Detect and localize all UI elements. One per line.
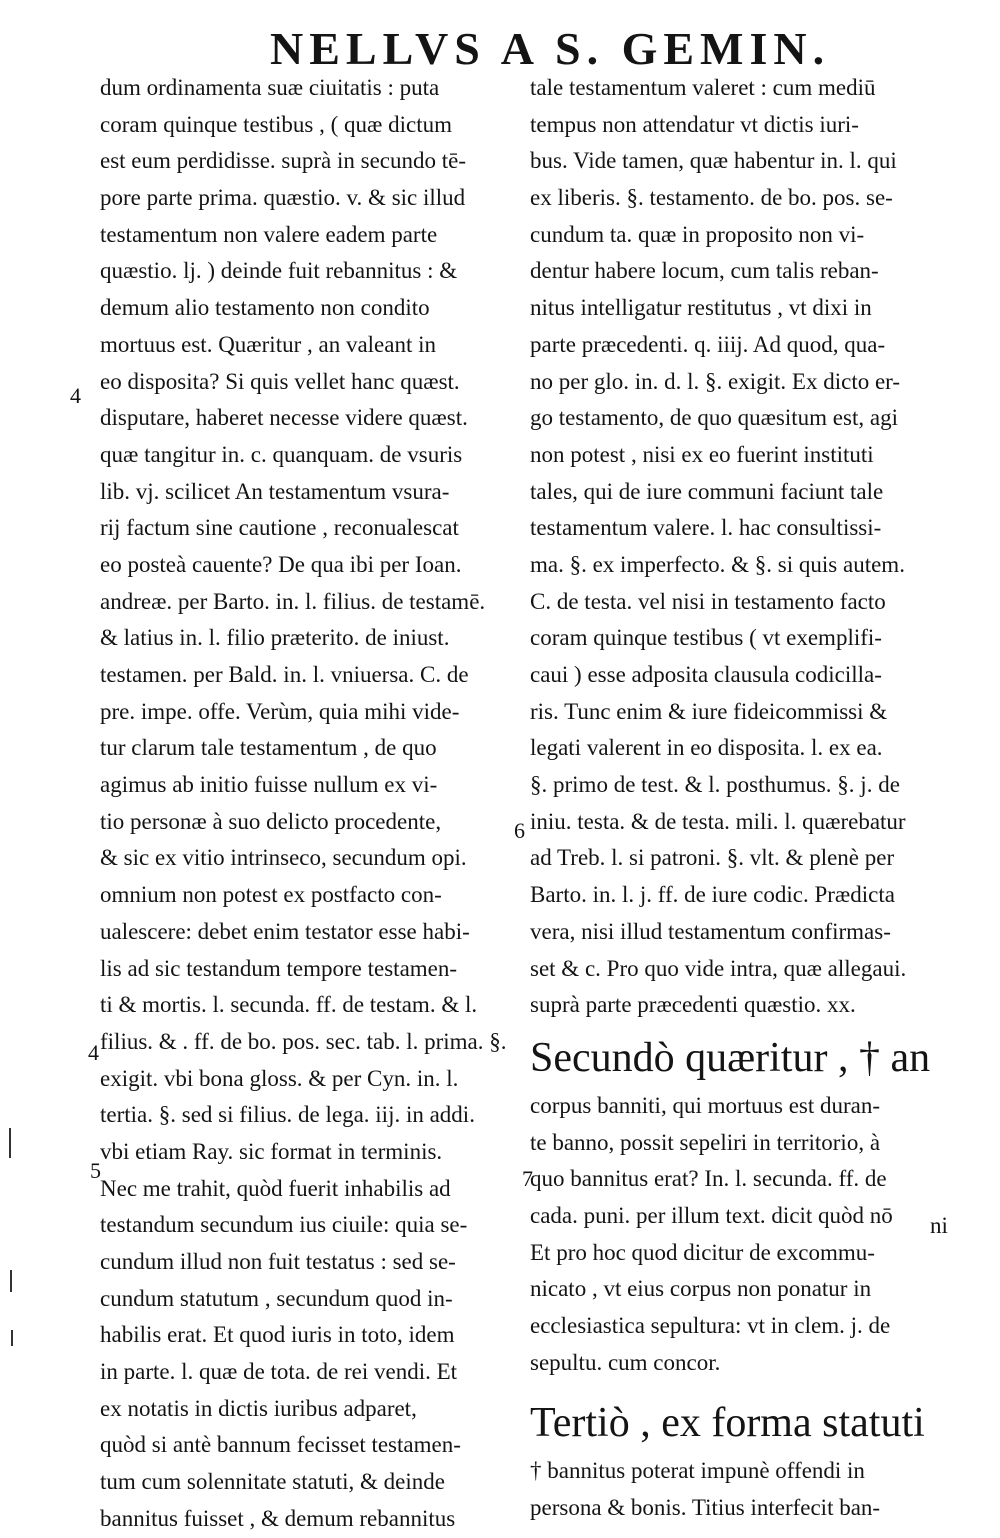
- left-text-line: cundum illud non fuit testatus : sed se-: [100, 1249, 456, 1274]
- right-text-line: go testamento, de quo quæsitum est, agi: [530, 405, 898, 431]
- catchword: ni: [930, 1213, 948, 1238]
- right-text-line: vera, nisi illud testamentum confirmas-: [530, 918, 891, 944]
- left-text-line: dum ordinamenta suæ ciuitatis : puta: [100, 75, 440, 100]
- left-text-line: demum alio testamento non condito: [100, 295, 430, 321]
- right-text-line: persona & bonis. Titius interfecit ban-: [530, 1495, 881, 1521]
- left-text-line: lis ad sic testandum tempore testamen-: [100, 955, 458, 981]
- left-text-line: eo disposita? Si quis vellet hanc quæst.: [100, 368, 460, 394]
- margin-number: 6: [514, 818, 525, 843]
- left-text-line: eo posteà cauente? De qua ibi per Ioan.: [100, 551, 462, 577]
- right-text-line: Barto. in. l. j. ff. de iure codic. Prædicta: [530, 882, 895, 908]
- left-text-line: vbi etiam Ray. sic format in terminis.: [100, 1138, 443, 1164]
- right-text-line: testamentum valere. l. hac consultissi-: [530, 515, 882, 541]
- right-paragraph-c: [530, 1453, 965, 1526]
- left-text-line: est eum perdidisse. suprà in secundo tē-: [100, 148, 466, 174]
- left-text-line: mortuus est. Quæritur , an valeant in: [100, 331, 436, 357]
- right-paragraph-b: [530, 1088, 965, 1382]
- margin-number: 4: [70, 383, 81, 408]
- left-text-line: disputare, haberet necesse videre quæst.: [100, 405, 468, 431]
- left-text-line: pore parte prima. quæstio. v. & sic illud: [100, 185, 466, 211]
- left-text-line: tum cum solennitate statuti, & deinde: [100, 1469, 445, 1495]
- left-text-line: pre. impe. offe. Verùm, quia mihi vide-: [100, 698, 460, 724]
- right-text-line: te banno, possit sepeliri in territorio, à: [530, 1129, 881, 1155]
- right-text-line: quo bannitus erat? In. l. secunda. ff. de: [530, 1166, 887, 1192]
- right-text-line: set & c. Pro quo vide intra, quæ allegaui.: [530, 955, 907, 981]
- left-text-line: quæstio. lj. ) deinde fuit rebannitus : &: [100, 258, 458, 284]
- right-text-line: dentur habere locum, cum talis reban-: [530, 258, 879, 284]
- right-text-line: C. de testa. vel nisi in testamento facto: [530, 588, 886, 614]
- left-text-line: tio personæ à suo delicto procedente,: [100, 808, 442, 834]
- left-text-line: tur clarum tale testamentum , de quo: [100, 735, 437, 761]
- right-text-line: nicato , vt eius corpus non ponatur in: [530, 1276, 872, 1302]
- scan-edge-mark: [10, 1270, 12, 1292]
- right-text-line: caui ) esse adposita clausula codicilla-: [530, 662, 882, 687]
- left-text-line: quæ tangitur in. c. quanquam. de vsuris: [100, 441, 463, 467]
- left-text-line: cundum statutum , secundum quod in-: [100, 1285, 453, 1311]
- right-text-line: ma. §. ex imperfecto. & §. si quis autem.: [530, 551, 905, 577]
- left-text-line: lib. vj. scilicet An testamentum vsura-: [100, 478, 450, 504]
- heading-second-question: Secundò quæritur , † an: [530, 1034, 931, 1081]
- left-text-line: testandum secundum ius ciuile: quia se-: [100, 1212, 468, 1238]
- left-text-line: & latius in. l. filio præterito. de iniust.: [100, 625, 450, 651]
- running-title: NELLVS A S. GEMIN.: [270, 23, 831, 74]
- right-text-line: iniu. testa. & de testa. mili. l. quærebatur: [530, 808, 906, 834]
- right-paragraph-a: [530, 70, 965, 1024]
- right-text-line: Et pro hoc quod dicitur de excommu-: [530, 1239, 875, 1265]
- right-text-line: tales, qui de iure communi faciunt tale: [530, 478, 884, 504]
- left-text-line: Nec me trahit, quòd fuerit inhabilis ad: [100, 1175, 451, 1201]
- left-text-line: exigit. vbi bona gloss. & per Cyn. in. l.: [100, 1065, 459, 1091]
- right-text-line: sepultu. cum concor.: [530, 1349, 721, 1375]
- scan-edge-mark: [11, 1330, 13, 1346]
- right-text-line: tempus non attendatur vt dictis iuri-: [530, 111, 859, 137]
- right-text-line: no per glo. in. d. l. §. exigit. Ex dicto er-: [530, 368, 901, 394]
- left-text-line: coram quinque testibus , ( quæ dictum: [100, 111, 452, 137]
- left-text-line: ti & mortis. l. secunda. ff. de testam. & l.: [100, 992, 478, 1018]
- left-text-line: rij factum sine cautione , reconualescat: [100, 515, 459, 541]
- left-text-line: ex notatis in dictis iuribus adparet,: [100, 1395, 417, 1421]
- left-text-line: & sic ex vitio intrinseco, secundum opi.: [100, 845, 467, 871]
- scan-edge-mark: [9, 1128, 11, 1158]
- heading-third-question: Tertiò , ex forma statuti: [530, 1400, 925, 1447]
- margin-number: 7: [522, 1166, 533, 1191]
- right-text-line: cada. puni. per illum text. dicit quòd nō: [530, 1202, 893, 1228]
- left-text-line: testamentum non valere eadem parte: [100, 221, 438, 247]
- right-text-line: bus. Vide tamen, quæ habentur in. l. qui: [530, 148, 897, 174]
- right-text-column: [530, 70, 965, 1527]
- left-text-line: in parte. l. quæ de tota. de rei vendi. Et: [100, 1359, 458, 1385]
- right-text-line: corpus banniti, qui mortuus est duran-: [530, 1092, 881, 1118]
- left-text-line: bannitus fuisset , & demum rebannitus: [100, 1505, 456, 1531]
- right-text-line: cundum ta. quæ in proposito non vi-: [530, 221, 865, 247]
- right-text-line: suprà parte præcedenti quæstio. xx.: [530, 992, 856, 1018]
- right-text-line: ris. Tunc enim & iure fideicommissi &: [530, 698, 888, 724]
- margin-number: 5: [90, 1158, 101, 1183]
- left-text-line: tertia. §. sed si filius. de lega. iij. in addi.: [100, 1102, 475, 1128]
- left-text-line: testamen. per Bald. in. l. vniuersa. C. de: [100, 662, 469, 687]
- left-text-line: ualescere: debet enim testator esse habi-: [100, 918, 470, 944]
- left-text-column: [100, 70, 520, 1538]
- right-text-line: ecclesiastica sepultura: vt in clem. j. de: [530, 1313, 891, 1338]
- left-text-line: andreæ. per Barto. in. l. filius. de testamē.: [100, 588, 486, 614]
- right-text-line: §. primo de test. & l. posthumus. §. j. de: [530, 772, 900, 798]
- right-text-line: legati valerent in eo disposita. l. ex ea.: [530, 735, 883, 761]
- right-text-line: parte præcedenti. q. iiij. Ad quod, qua-: [530, 331, 886, 357]
- left-text-line: quòd si antè bannum fecisset testamen-: [100, 1432, 461, 1458]
- left-text-line: habilis erat. Et quod iuris in toto, idem: [100, 1322, 455, 1348]
- right-text-line: coram quinque testibus ( vt exemplifi-: [530, 625, 882, 651]
- left-text-line: filius. & . ff. de bo. pos. sec. tab. l. prima. §.: [100, 1028, 507, 1054]
- right-text-line: tale testamentum valeret : cum mediū: [530, 75, 876, 100]
- right-text-line: † bannitus poterat impunè offendi in: [530, 1458, 865, 1484]
- right-text-line: nitus intelligatur restitutus , vt dixi in: [530, 295, 872, 321]
- left-text-line: agimus ab initio fuisse nullum ex vi-: [100, 772, 438, 798]
- right-text-line: ex liberis. §. testamento. de bo. pos. se-: [530, 185, 893, 211]
- margin-number: 4: [88, 1040, 99, 1065]
- left-text-line: omnium non potest ex postfacto con-: [100, 882, 442, 908]
- right-text-line: ad Treb. l. si patroni. §. vlt. & plenè per: [530, 845, 895, 871]
- right-text-line: non potest , nisi ex eo fuerint instituti: [530, 441, 874, 467]
